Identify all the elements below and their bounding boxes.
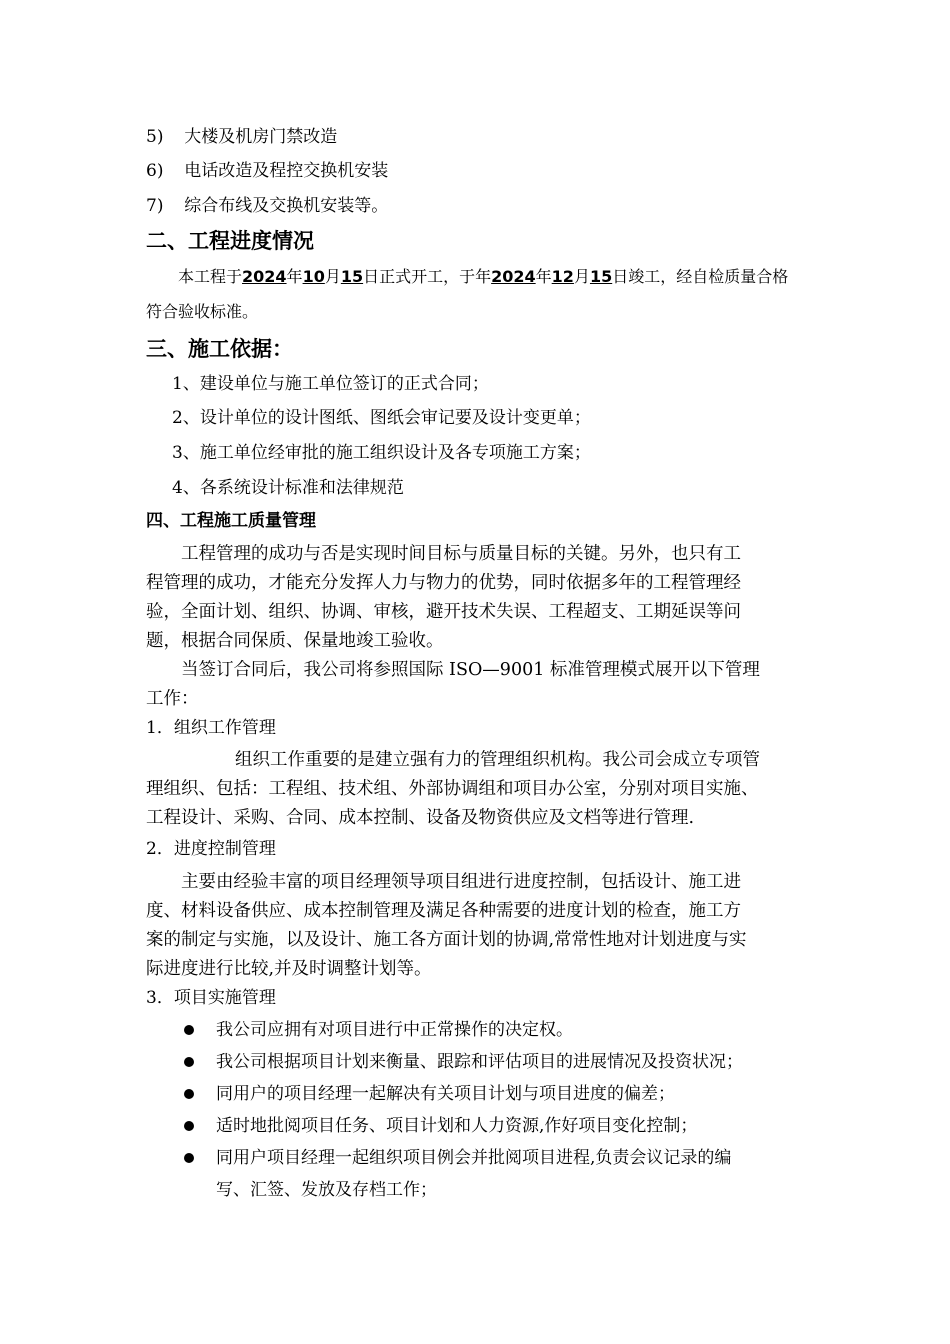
start-month: 10 [302,267,325,286]
paragraph-line: 主要由经验丰富的项目经理领导项目组进行进度控制，包括设计、施工进 [181,872,741,892]
bullet-icon [184,1025,194,1035]
bullet-text: 我公司根据项目计划来衡量、跟踪和评估项目的进展情况及投资状况； [216,1052,743,1072]
list-text: 综合布线及交换机安装等。 [184,196,389,216]
end-day: 15 [589,267,613,286]
bullet-icon [184,1153,194,1163]
bullet-text: 同用户的项目经理一起解决有关项目计划与项目进度的偏差； [216,1084,675,1104]
paragraph-line: 工作： [146,689,199,709]
start-day: 15 [340,267,364,286]
paragraph-line: 际进度进行比较,并及时调整计划等。 [146,959,432,979]
text-run: 月 [573,267,590,286]
list-text: 大楼及机房门禁改造 [184,127,338,147]
paragraph-line: 当签订合同后，我公司将参照国际 ISO—9001 标准管理模式展开以下管理 [181,660,760,680]
section-heading: 四、工程施工质量管理 [146,511,316,531]
paragraph-line: 组织工作重要的是建立强有力的管理组织机构。我公司会成立专项管 [235,750,760,770]
paragraph-line: 工程设计、采购、合同、成本控制、设备及物资供应及文档等进行管理. [146,808,695,828]
list-item [146,125,337,149]
text-run: 本工程于 [178,267,243,286]
section-heading: 三、施工依据： [146,337,293,361]
paragraph-line: 理组织、包括：工程组、技术组、外部协调组和项目办公室，分别对项目实施、 [146,779,759,799]
text-run: 年 [535,267,552,286]
text-run: 日正式开工，于年 [363,267,492,286]
bullet-text: 适时地批阅项目任务、项目计划和人力资源,作好项目变化控制； [216,1116,698,1136]
bullet-icon [184,1121,194,1131]
basis-item: 1、建设单位与施工单位签订的正式合同； [172,374,489,394]
list-item [146,194,388,218]
schedule-paragraph [178,265,788,289]
paragraph-line: 案的制定与实施，以及设计、施工各方面计划的协调,常常性地对计划进度与实 [146,930,747,950]
list-text: 电话改造及程控交换机安装 [184,161,389,181]
paragraph-line: 度、材料设备供应、成本控制管理及满足各种需要的进度计划的检查，施工方 [146,901,741,921]
end-year: 2024 [491,267,536,286]
subsection-heading: 3．项目实施管理 [146,988,276,1008]
bullet-icon [184,1089,194,1099]
text-run: 年 [286,267,303,286]
paragraph-line: 程管理的成功，才能充分发挥人力与物力的优势，同时依据多年的工程管理经 [146,573,741,593]
paragraph-line: 工程管理的成功与否是实现时间目标与质量目标的关键。另外，也只有工 [181,544,741,564]
list-number: 5) [146,127,164,147]
schedule-paragraph-line2: 符合验收标准。 [146,302,259,321]
list-item [146,159,388,183]
basis-item: 3、施工单位经审批的施工组织设计及各专项施工方案； [172,443,591,463]
bullet-text: 我公司应拥有对项目进行中正常操作的决定权。 [216,1020,573,1040]
list-number: 6) [146,161,164,181]
paragraph-line: 验，全面计划、组织、协调、审核，避开技术失误、工程超支、工期延误等问 [146,602,741,622]
text-run: 日竣工，经自检质量合格 [612,267,789,286]
subsection-heading: 2．进度控制管理 [146,839,276,859]
subsection-heading: 1．组织工作管理 [146,718,276,738]
bullet-text-continued: 写、汇签、发放及存档工作； [216,1180,437,1200]
basis-item: 2、设计单位的设计图纸、图纸会审记要及设计变更单； [172,408,591,428]
basis-item: 4、各系统设计标准和法律规范 [172,478,404,498]
bullet-text: 同用户项目经理一起组织项目例会并批阅项目进程,负责会议记录的编 [216,1148,732,1168]
text-run: 月 [324,267,341,286]
section-heading: 二、工程进度情况 [146,229,314,253]
end-month: 12 [551,267,574,286]
list-number: 7) [146,196,164,216]
bullet-icon [184,1057,194,1067]
start-year: 2024 [242,267,287,286]
paragraph-line: 题，根据合同保质、保量地竣工验收。 [146,631,444,651]
